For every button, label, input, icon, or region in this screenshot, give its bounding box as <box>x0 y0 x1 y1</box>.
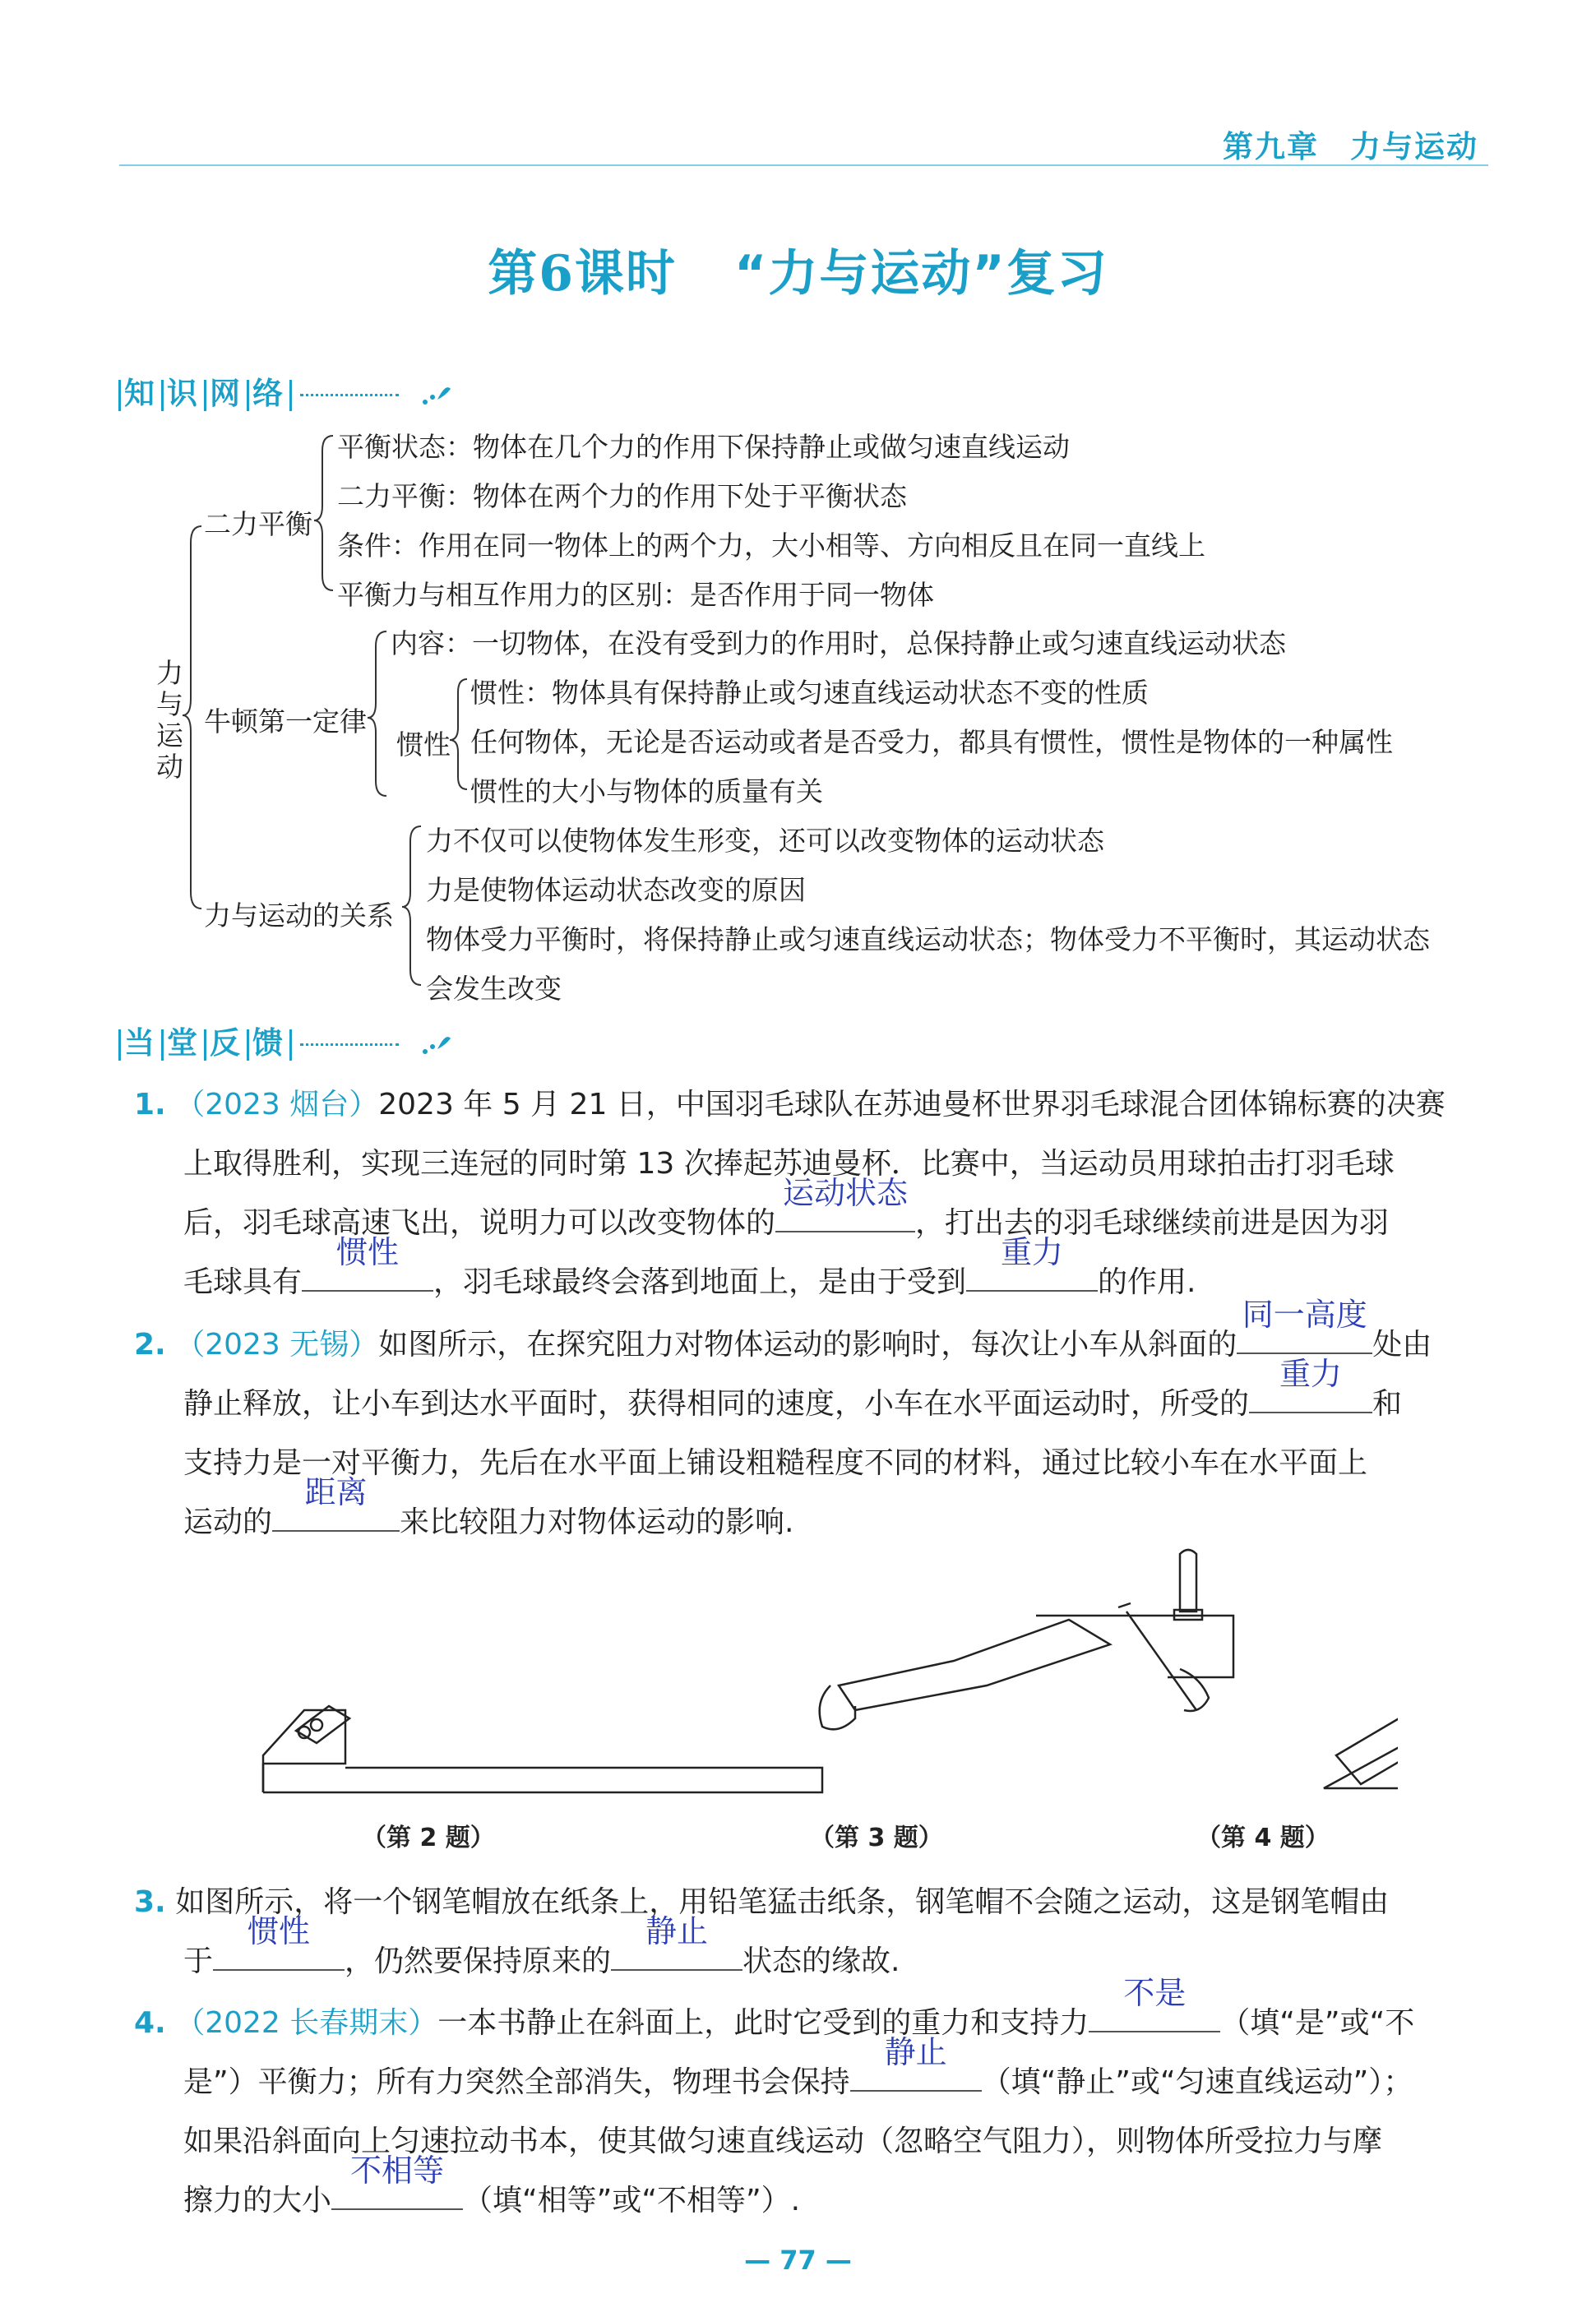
figures <box>247 1546 1398 1809</box>
mindmap-item: 力不仅可以使物体发生形变，还可以改变物体的运动状态 <box>426 825 1104 857</box>
mindmap-item: 物体受力平衡时，将保持静止或匀速直线运动状态；物体受力不平衡时，其运动状态 <box>426 923 1430 955</box>
answer-blank[interactable] <box>966 1234 1098 1292</box>
question-text: 来比较阻力对物体运动的影响. <box>400 1505 794 1539</box>
answer-blank[interactable] <box>1089 1975 1220 2032</box>
answer-text: 运动状态 <box>783 1175 909 1211</box>
question-source: （2023 无锡） <box>175 1328 379 1362</box>
figure-3-paper-strip <box>820 1550 1233 1729</box>
sec2-char: 当 <box>124 1025 158 1061</box>
mindmap-branch-balance: 二力平衡 <box>204 508 312 540</box>
title-suffix: 课时 <box>574 245 677 303</box>
answer-blank[interactable] <box>302 1234 433 1292</box>
mindmap-item: 平衡力与相互作用力的区别：是否作用于同一物体 <box>337 579 934 611</box>
question-text: 如果沿斜面向上匀速拉动书本，使其做匀速直线运动（忽略空气阻力），则物体所受拉力与摩 <box>183 2125 1383 2158</box>
mindmap-branch-relation: 力与运动的关系 <box>204 899 394 932</box>
question-text: 一本书静止在斜面上，此时它受到的重力和支持力 <box>437 2006 1089 2040</box>
mindmap-inertia-label: 惯性 <box>396 728 451 761</box>
sec1-char: 知 <box>124 376 158 411</box>
question-number: 4. <box>134 2006 166 2040</box>
mindmap-item: 任何物体，无论是否运动或者是否受力，都具有惯性，惯性是物体的一种属性 <box>470 726 1393 758</box>
figure-caption: （第 4 题） <box>1196 1824 1330 1852</box>
question-text: （填“静止”或“匀速直线运动”）； <box>981 2065 1413 2099</box>
mindmap-item: 内容：一切物体，在没有受到力的作用时，总保持静止或匀速直线运动状态 <box>391 627 1286 659</box>
mindmap-branch-newton: 牛顿第一定律 <box>204 705 367 738</box>
question-text: 的作用. <box>1098 1265 1196 1299</box>
section-classroom-feedback <box>115 1018 454 1062</box>
answer-text: 惯性 <box>247 1913 311 1949</box>
sec2-char: 堂 <box>167 1025 201 1061</box>
question-text: （填“相等”或“不相等”）. <box>463 2184 801 2217</box>
mindmap-item: 条件：作用在同一物体上的两个力，大小相等、方向相反且在同一直线上 <box>337 529 1205 562</box>
answer-blank[interactable] <box>850 2034 982 2092</box>
mindmap-item: 力是使物体运动状态改变的原因 <box>426 874 806 906</box>
sec1-char: 网 <box>210 376 243 411</box>
splash-icon <box>413 1029 454 1061</box>
answer-text: 重力 <box>1001 1234 1064 1270</box>
question-1 <box>134 1075 1499 1312</box>
sec2-char: 反 <box>210 1025 243 1061</box>
question-source: （2023 烟台） <box>175 1088 379 1121</box>
question-3 <box>134 1873 1499 1991</box>
mindmap-item: 平衡状态：物体在几个力的作用下保持静止或做匀速直线运动 <box>337 431 1070 463</box>
page-number: — 77 — <box>744 2245 852 2276</box>
question-text: 2023 年 5 月 21 日，中国羽毛球队在苏迪曼杯世界羽毛球混合团体锦标赛的决赛 <box>378 1088 1446 1121</box>
question-source: （2022 长春期末） <box>175 2006 438 2040</box>
question-text: ，打出去的羽毛球继续前进是因为羽 <box>915 1206 1390 1240</box>
mindmap-item: 惯性：物体具有保持静止或匀速直线运动状态不变的性质 <box>470 677 1149 709</box>
question-text: ，羽毛球最终会落到地面上，是由于受到 <box>433 1265 967 1299</box>
question-text: 如图所示，将一个钢笔帽放在纸条上，用铅笔猛击纸条，钢笔帽不会随之运动，这是钢笔帽由 <box>175 1885 1390 1919</box>
sec1-char: 识 <box>167 376 201 411</box>
answer-blank[interactable] <box>611 1913 742 1971</box>
answer-text: 同一高度 <box>1242 1297 1367 1333</box>
title-prefix: 第 <box>488 245 539 303</box>
figure-caption: （第 3 题） <box>810 1824 943 1852</box>
answer-blank[interactable] <box>213 1913 345 1971</box>
sec1-char: 络 <box>252 376 286 411</box>
question-text: 是”）平衡力；所有力突然全部消失，物理书会保持 <box>183 2065 850 2099</box>
question-text: ，仍然要保持原来的 <box>345 1944 612 1978</box>
answer-text: 距离 <box>304 1474 368 1510</box>
answer-blank[interactable] <box>272 1474 400 1532</box>
question-number: 1. <box>134 1088 166 1121</box>
answer-text: 不是 <box>1123 1975 1187 2011</box>
answer-text: 惯性 <box>336 1234 400 1270</box>
answer-text: 静止 <box>645 1913 709 1949</box>
chapter-title: 力与运动 <box>1350 129 1478 164</box>
mindmap-item: 会发生改变 <box>426 973 562 1005</box>
question-text: 静止释放，让小车到达水平面时，获得相同的速度，小车在水平面运动时，所受的 <box>183 1387 1250 1421</box>
answer-blank[interactable] <box>1249 1356 1372 1413</box>
answer-blank[interactable] <box>775 1175 915 1232</box>
page-number-value: 77 <box>779 2245 817 2276</box>
question-text: 如图所示，在探究阻力对物体运动的影响时，每次让小车从斜面的 <box>378 1328 1237 1362</box>
question-text: 擦力的大小 <box>183 2184 332 2217</box>
figure-4-incline <box>1324 1644 1398 1788</box>
answer-text: 重力 <box>1279 1356 1343 1392</box>
mindmap-root: 力与运动 <box>156 657 183 783</box>
sec2-char: 馈 <box>252 1025 286 1061</box>
question-text: 状态的缘故. <box>742 1944 900 1978</box>
question-text: 后，羽毛球高速飞出，说明力可以改变物体的 <box>183 1206 776 1240</box>
mindmap-item: 二力平衡：物体在两个力的作用下处于平衡状态 <box>337 480 907 512</box>
question-text: （填“是”或“不 <box>1220 2006 1415 2040</box>
question-text: 运动的 <box>183 1505 273 1539</box>
figure-2-ramp <box>263 1706 822 1792</box>
mindmap-item: 惯性的大小与物体的质量有关 <box>470 775 823 807</box>
question-text: 支持力是一对平衡力，先后在水平面上铺设粗糙程度不同的材料，通过比较小车在水平面上 <box>183 1446 1368 1480</box>
figure-caption: （第 2 题） <box>362 1824 495 1852</box>
question-text: 毛球具有 <box>183 1265 303 1299</box>
question-text: 上取得胜利，实现三连冠的同时第 13 次捧起苏迪曼杯．比赛中，当运动员用球拍击打羽毛球 <box>183 1147 1395 1181</box>
question-text: 于 <box>183 1944 214 1978</box>
title-topic: “力与运动”复习 <box>733 245 1108 303</box>
title-number: 6 <box>539 245 575 303</box>
chapter-number: 第九章 <box>1223 129 1319 164</box>
answer-text: 不相等 <box>350 2152 445 2189</box>
answer-text: 静止 <box>884 2034 947 2070</box>
question-number: 3. <box>134 1885 166 1919</box>
question-text: 和 <box>1372 1387 1403 1421</box>
question-text: 处由 <box>1372 1328 1432 1362</box>
question-4 <box>134 1975 1499 2231</box>
question-2 <box>134 1297 1499 1552</box>
question-number: 2. <box>134 1328 166 1362</box>
answer-blank[interactable] <box>331 2152 463 2210</box>
